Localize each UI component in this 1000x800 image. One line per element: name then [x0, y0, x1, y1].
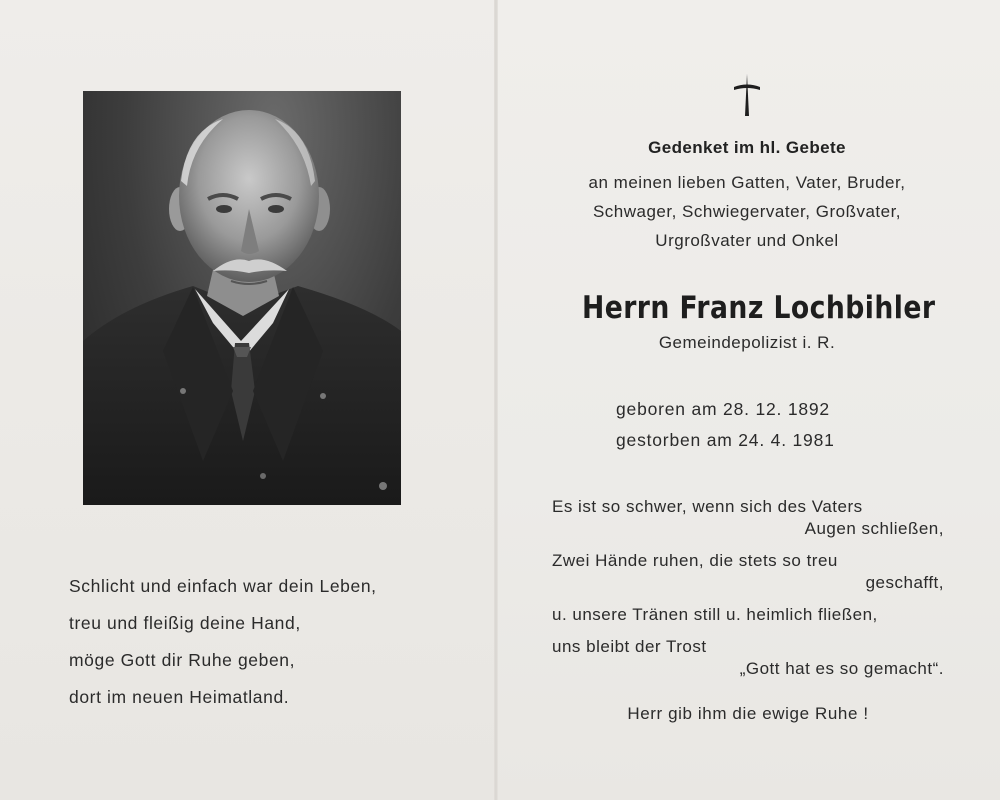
portrait-figure [83, 91, 401, 505]
left-poem [69, 575, 469, 723]
intro-line: Urgroßvater und Onkel [655, 231, 839, 250]
birth-date: geboren am 28. 12. 1892 [616, 399, 830, 419]
portrait-photo [83, 91, 401, 505]
left-page [0, 0, 495, 800]
poem-line: treu und fleißig deine Hand, [69, 613, 301, 633]
verse [552, 496, 944, 680]
intro-line: Schwager, Schwiegervater, Großvater, [592, 202, 902, 221]
verse-line: geschafft, [865, 573, 944, 592]
intro-line: an meinen lieben Gatten, Vater, Bruder, [588, 173, 906, 192]
intro-text [540, 172, 954, 259]
verse-line: uns bleibt der Trost [552, 637, 707, 656]
death-date: gestorben am 24. 4. 1981 [616, 430, 835, 450]
cross-icon [732, 72, 762, 118]
verse-line: Zwei Hände ruhen, die stets so treu [552, 551, 838, 570]
poem-line: möge Gott dir Ruhe geben, [69, 650, 296, 670]
verse-line: Es ist so schwer, wenn sich des Vaters [552, 497, 863, 516]
life-dates [616, 398, 835, 460]
deceased-name: Herrn Franz Lochbihler [581, 290, 936, 326]
heading: Gedenket im hl. Gebete [648, 138, 846, 157]
verse-line: „Gott hat es so gemacht“. [739, 659, 944, 678]
closing-prayer: Herr gib ihm die ewige Ruhe ! [627, 704, 869, 723]
poem-line: dort im neuen Heimatland. [69, 687, 290, 707]
poem-line: Schlicht und einfach war dein Leben, [69, 576, 377, 596]
verse-line: u. unsere Tränen still u. heimlich fließen, [552, 605, 878, 624]
verse-line: Augen schließen, [804, 519, 944, 538]
occupation: Gemeindepolizist i. R. [658, 333, 836, 352]
